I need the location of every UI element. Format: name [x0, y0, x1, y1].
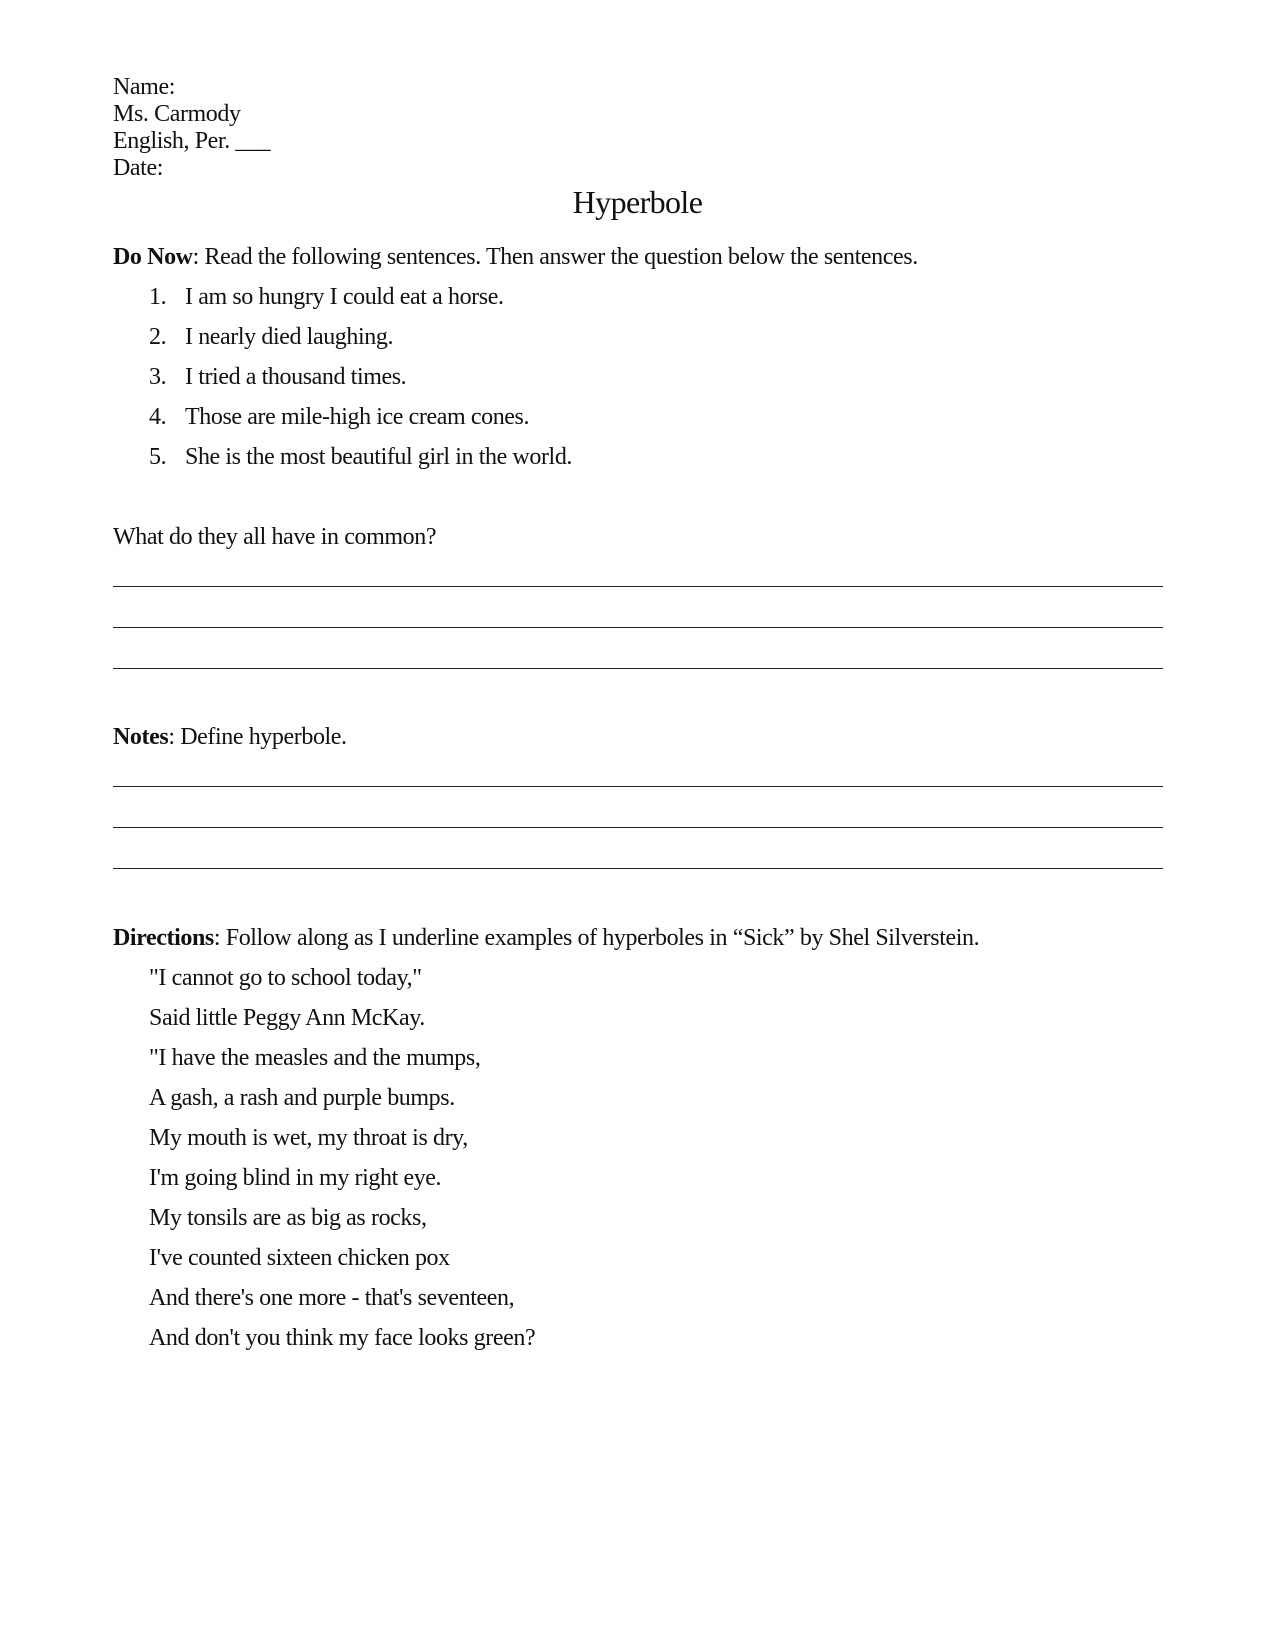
answer-line[interactable]: [113, 668, 1163, 669]
sentence-item: [149, 445, 572, 469]
poem-line: I've counted sixteen chicken pox: [149, 1245, 450, 1271]
sentence-item: [149, 285, 504, 309]
sentence-number: 1.: [149, 284, 167, 310]
sentence-text: I nearly died laughing.: [185, 324, 394, 350]
poem-line: My mouth is wet, my throat is dry,: [149, 1125, 468, 1151]
notes-label: Notes: [113, 724, 169, 750]
class-period: English, Per. ___: [113, 128, 271, 154]
directions-instructions: [113, 926, 979, 950]
directions-text: : Follow along as I underline examples of hyperboles in “Sick” by Shel Silverstein.: [213, 925, 980, 951]
answer-line[interactable]: [113, 586, 1163, 587]
teacher-name: Ms. Carmody: [113, 101, 241, 127]
sentence-number: 5.: [149, 444, 167, 470]
sentence-text: She is the most beautiful girl in the world.: [185, 444, 573, 470]
notes-instructions: [113, 725, 347, 749]
directions-label: Directions: [113, 925, 214, 951]
name-label: Name:: [113, 74, 175, 100]
poem-line: My tonsils are as big as rocks,: [149, 1205, 427, 1231]
poem-line: And there's one more - that's seventeen,: [149, 1285, 515, 1311]
sentence-text: I am so hungry I could eat a horse.: [185, 284, 504, 310]
sentence-text: Those are mile-high ice cream cones.: [185, 404, 530, 430]
sentence-item: [149, 325, 393, 349]
sentence-number: 4.: [149, 404, 167, 430]
sentence-item: [149, 405, 529, 429]
common-question: What do they all have in common?: [113, 524, 437, 550]
do-now-instructions: [113, 245, 918, 269]
poem-line: I'm going blind in my right eye.: [149, 1165, 442, 1191]
do-now-label: Do Now: [113, 244, 193, 270]
poem-line: "I have the measles and the mumps,: [149, 1045, 481, 1071]
sentence-number: 2.: [149, 324, 167, 350]
page-title: Hyperbole: [572, 184, 703, 220]
do-now-text: : Read the following sentences. Then answer the question below the sentences.: [192, 244, 918, 270]
date-label: Date:: [113, 155, 163, 181]
poem-line: A gash, a rash and purple bumps.: [149, 1085, 455, 1111]
notes-line[interactable]: [113, 827, 1163, 828]
notes-text: : Define hyperbole.: [168, 724, 347, 750]
notes-line[interactable]: [113, 786, 1163, 787]
poem-line: And don't you think my face looks green?: [149, 1325, 536, 1351]
notes-line[interactable]: [113, 868, 1163, 869]
poem-line: "I cannot go to school today,": [149, 965, 422, 991]
poem-line: Said little Peggy Ann McKay.: [149, 1005, 425, 1031]
sentence-text: I tried a thousand times.: [185, 364, 407, 390]
answer-line[interactable]: [113, 627, 1163, 628]
sentence-number: 3.: [149, 364, 167, 390]
sentence-item: [149, 365, 406, 389]
